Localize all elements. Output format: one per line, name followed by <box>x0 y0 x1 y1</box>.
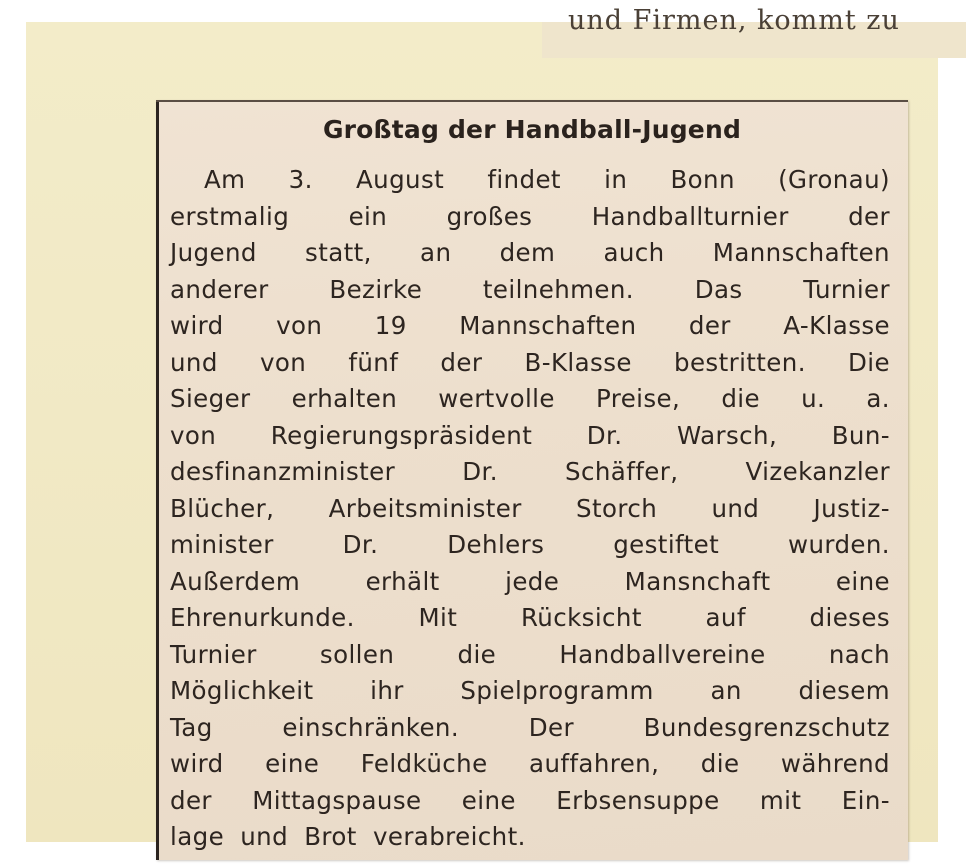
article-line: Tag einschränken. Der Bundesgrenzschutz <box>170 712 890 742</box>
article-line: der Mittagspause eine Erbsensuppe mit Ein- <box>170 785 890 815</box>
newspaper-clipping <box>156 100 908 860</box>
article-line: minister Dr. Dehlers gestiftet wurden. <box>170 530 890 559</box>
article-line: und von fünf der B-Klasse bestritten. Die <box>170 347 890 377</box>
article-line: anderer Bezirke teilnehmen. Das Turnier <box>170 274 890 304</box>
article-line: Außerdem erhält jede Mansnchaft eine <box>170 566 890 596</box>
article-line: wird von 19 Mannschaften der A-Klasse <box>170 311 890 340</box>
article-line: desfinanzminister Dr. Schäffer, Vizekanzler <box>170 457 890 486</box>
article-line: Jugend statt, an dem auch Mannschaften <box>170 238 890 267</box>
article-body <box>170 162 890 856</box>
article-headline: Großtag der Handball-Jugend <box>322 115 742 144</box>
adjacent-clipping-fragment <box>542 5 966 58</box>
article-line: Sieger erhalten wertvolle Preise, die u. a. <box>170 384 890 413</box>
article-line: Turnier sollen die Handballvereine nach <box>170 639 890 669</box>
adjacent-clipping-text: und Firmen, kommt zu <box>568 5 900 36</box>
article-line: Am 3. August findet in Bonn (Gronau) <box>204 165 890 194</box>
article-line: Möglichkeit ihr Spielprogramm an diesem <box>170 676 890 705</box>
article-line: erstmalig ein großes Handballturnier der <box>170 201 890 231</box>
article-line: lage und Brot verabreicht. <box>170 822 526 851</box>
article-line: Blücher, Arbeitsminister Storch und Justiz- <box>170 493 890 523</box>
article-line: von Regierungspräsident Dr. Warsch, Bun- <box>170 420 890 450</box>
article-line: Ehrenurkunde. Mit Rücksicht auf dieses <box>170 603 890 632</box>
mounting-paper <box>26 5 938 851</box>
article-line: wird eine Feldküche auffahren, die während <box>170 749 890 778</box>
